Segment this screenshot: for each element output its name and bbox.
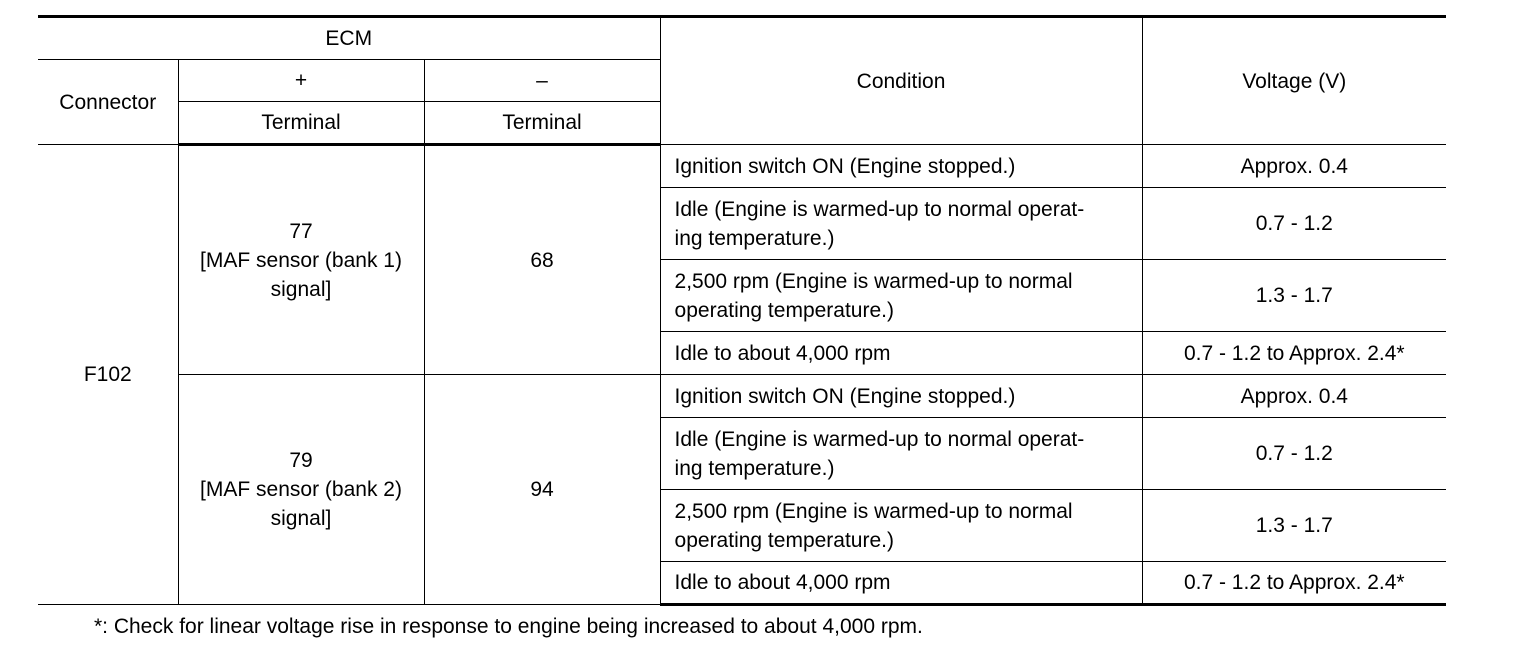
voltage-cell: 1.3 - 1.7 (1142, 490, 1446, 562)
condition-line: 2,500 rpm (Engine is warmed-up to normal (674, 269, 1073, 293)
condition-cell (660, 188, 1142, 260)
condition-cell: Ignition switch ON (Engine stopped.) (660, 375, 1142, 418)
table-row (38, 145, 1446, 188)
minus-terminal-cell: 94 (424, 375, 660, 605)
voltage-cell: Approx. 0.4 (1142, 375, 1446, 418)
condition-line: operating temperature.) (674, 298, 894, 322)
condition-line: 2,500 rpm (Engine is warmed-up to normal (674, 499, 1073, 523)
terminal-description: [MAF sensor (bank 1) (200, 248, 402, 272)
condition-cell (660, 418, 1142, 490)
condition-header: Condition (660, 17, 1142, 145)
condition-cell (660, 490, 1142, 562)
plus-terminal-cell (178, 375, 424, 605)
condition-line: Idle (Engine is warmed-up to normal operat- (674, 427, 1085, 451)
plus-header: + (178, 60, 424, 102)
voltage-cell: Approx. 0.4 (1142, 145, 1446, 188)
terminal-description: signal] (270, 277, 332, 301)
ecm-terminal-table-container (38, 15, 1446, 606)
condition-line: Idle (Engine is warmed-up to normal operat- (674, 197, 1085, 221)
terminal-description: signal] (270, 507, 332, 530)
terminal-description: [MAF sensor (bank 2) (200, 478, 402, 501)
condition-cell: Ignition switch ON (Engine stopped.) (660, 145, 1142, 188)
condition-line: ing temperature.) (674, 226, 835, 250)
ecm-terminal-table (38, 15, 1446, 606)
terminal-number: 77 (289, 219, 313, 243)
voltage-cell: 0.7 - 1.2 to Approx. 2.4* (1142, 562, 1446, 605)
voltage-cell: 1.3 - 1.7 (1142, 260, 1446, 332)
plus-terminal-cell (178, 145, 424, 375)
condition-line: ing temperature.) (674, 456, 835, 480)
voltage-cell: 0.7 - 1.2 (1142, 418, 1446, 490)
condition-line: operating temperature.) (674, 528, 894, 552)
condition-cell: Idle to about 4,000 rpm (660, 332, 1142, 375)
voltage-cell: 0.7 - 1.2 to Approx. 2.4* (1142, 332, 1446, 375)
header-row-1 (38, 17, 1446, 60)
terminal-number: 79 (289, 449, 313, 472)
voltage-header: Voltage (V) (1142, 17, 1446, 145)
ecm-header: ECM (38, 17, 660, 60)
condition-cell (660, 260, 1142, 332)
minus-header: – (424, 60, 660, 102)
minus-terminal-cell: 68 (424, 145, 660, 375)
table-row (38, 375, 1446, 418)
voltage-cell: 0.7 - 1.2 (1142, 188, 1446, 260)
terminal-minus-header: Terminal (424, 102, 660, 145)
connector-cell: F102 (38, 145, 178, 605)
footnote: *: Check for linear voltage rise in response to engine being increased to about 4,000 rpm. (94, 615, 923, 638)
connector-header: Connector (38, 60, 178, 145)
terminal-plus-header: Terminal (178, 102, 424, 145)
condition-cell: Idle to about 4,000 rpm (660, 562, 1142, 605)
